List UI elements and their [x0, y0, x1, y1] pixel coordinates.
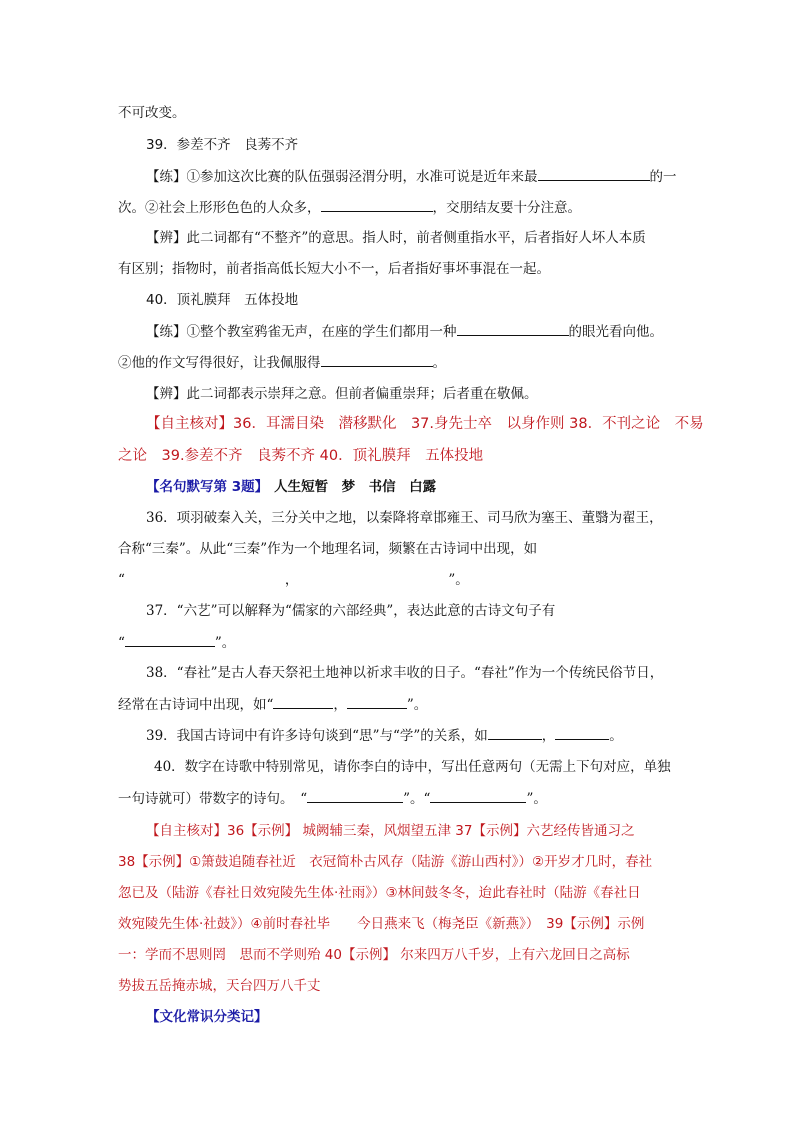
- distinguish-39-line1: 【辨】此二词都有“不整齐”的意思。指人时，前者侧重指水平，后者指好人坏人本质: [146, 230, 646, 246]
- question-38-line1: 38．“春社”是古人春天祭祀土地神以祈求丰收的日子。“春社”作为一个传统民俗节日，: [146, 665, 664, 681]
- question-40-line1: 40．数字在诗歌中特别常见，请你李白的诗中，写出任意两句（无需上下句对应，单独: [154, 759, 671, 775]
- answer-check-1-line1: 【自主核对】36．耳濡目染 潜移默化 37.身先士卒 以身作则 38．不刊之论 不易: [146, 416, 704, 432]
- question-37-line2: “ ”。: [118, 632, 678, 653]
- answer-blank[interactable]: [321, 197, 433, 212]
- question-36-line2: 合称“三秦”。从此“三秦”作为一个地理名词，频繁在古诗词中出现，如: [118, 541, 538, 557]
- distinguish-39-line2: 有区别；指物时，前者指高低长短大小不一，后者指好事坏事混在一起。: [118, 261, 550, 277]
- question-37-line1: 37．“六艺”可以解释为“儒家的六部经典”，表达此意的古诗文句子有: [146, 603, 556, 619]
- answer-blank[interactable]: [457, 321, 569, 336]
- answer-blank[interactable]: [125, 632, 215, 647]
- answer-check-2-line4: 效宛陵先生体·社鼓》）④前时春社毕 今日燕来飞（梅尧臣《新燕》） 39【示例】示例: [118, 916, 645, 932]
- answer-check-2-line5: 一：学而不思则罔 思而不学则殆 40【示例】 尔来四万八千岁，上有六龙回日之高标: [118, 947, 630, 963]
- question-38-line2: 经常在古诗词中出现，如“ ， ”。: [118, 694, 678, 715]
- section-heading-culture: 【文化常识分类记】: [146, 1009, 268, 1025]
- question-40-line2: 一句诗就可）带数字的诗句。 “ ”。“ ”。: [118, 788, 678, 809]
- answer-blank[interactable]: [488, 725, 542, 740]
- distinguish-40: 【辨】此二词都表示崇拜之意。但前者偏重崇拜；后者重在敬佩。: [146, 386, 538, 402]
- practice-40-line1: 【练】①整个教室鸦雀无声，在座的学生们都用一种 的眼光看向他。: [146, 321, 706, 342]
- answer-blank[interactable]: [347, 694, 407, 709]
- answer-blank[interactable]: [430, 788, 526, 803]
- answer-check-2-line2: 38【示例】①箫鼓追随春社近 衣冠简朴古风存（陆游《游山西村》）②开岁才几时，春社: [118, 854, 653, 870]
- practice-39-line1: 【练】①参加这次比赛的队伍强弱泾渭分明，水准可说是近年来最 的一: [146, 166, 706, 187]
- answer-check-2-line6: 势拔五岳掩赤城，天台四万八千丈: [118, 978, 321, 994]
- question-36-line3: “ ， ”。: [118, 572, 469, 588]
- answer-blank[interactable]: [307, 788, 403, 803]
- answer-blank[interactable]: [555, 725, 609, 740]
- question-39: 39．我国古诗词中有许多诗句谈到“思”与“学”的关系，如 ， 。: [146, 725, 706, 746]
- section-heading-famous-lines: 【名句默写第 3题】 人生短暂 梦 书信 白露: [146, 479, 437, 495]
- practice-40-line2: ②他的作文写得很好，让我佩服得 。: [118, 352, 678, 373]
- answer-blank[interactable]: [538, 166, 650, 181]
- item-heading-39: 39．参差不齐 良莠不齐: [146, 137, 299, 153]
- answer-check-1-line2: 之论 39.参差不齐 良莠不齐 40．顶礼膜拜 五体投地: [118, 448, 484, 464]
- answer-blank[interactable]: [321, 352, 433, 367]
- text-line: 不可改变。: [118, 105, 186, 121]
- question-36-line1: 36．项羽破秦入关，三分关中之地，以秦降将章邯雍王、司马欣为塞王、董翳为翟王，: [146, 510, 663, 526]
- item-heading-40: 40．顶礼膜拜 五体投地: [146, 292, 299, 308]
- practice-39-line2: 次。②社会上形形色色的人众多， ，交朋结友要十分注意。: [118, 197, 678, 218]
- answer-check-2-line1: 【自主核对】36【示例】 城阙辅三秦，风烟望五津 37【示例】六艺经传皆通习之: [146, 823, 635, 839]
- answer-check-2-line3: 忽已及（陆游《春社日效宛陵先生体·社雨》）③林间鼓冬冬，迨此春社时（陆游《春社日: [118, 885, 641, 901]
- answer-blank[interactable]: [273, 694, 333, 709]
